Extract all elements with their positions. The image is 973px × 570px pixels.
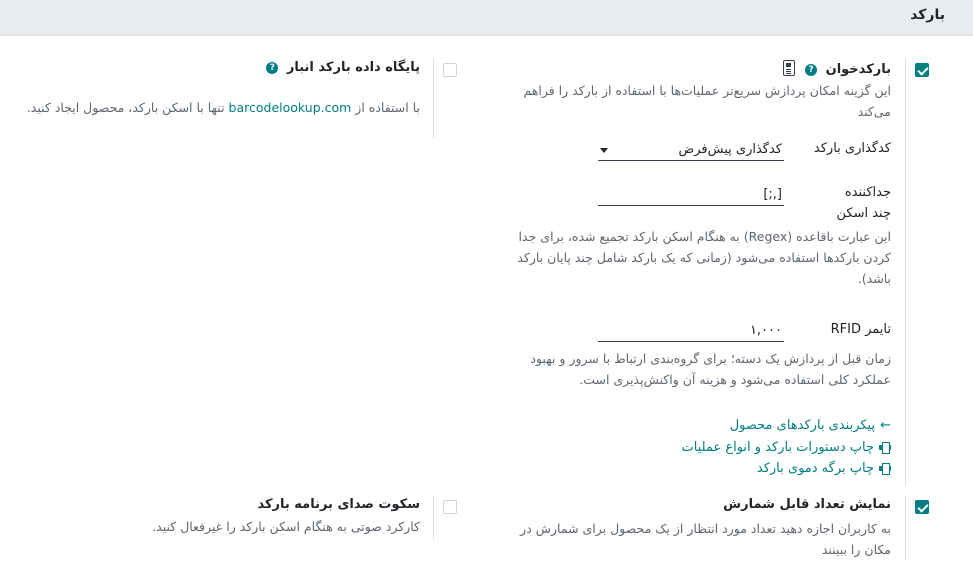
barcode-device-icon: [783, 60, 795, 76]
show-quantity-count-checkbox[interactable]: [915, 500, 929, 514]
configure-product-barcodes-label: پیکربندی بارکدهای محصول: [729, 418, 876, 433]
desc-suffix: تنها با اسکن بارکد، محصول ایجاد کنید.: [26, 100, 229, 115]
rfid-timer-description: زمان قبل از پردازش یک دسته؛ برای گروه‌بندی ارتباط با سرور و بهبود عملکرد کلی استفاده می‌شود و هزینه آن واکنش‌پذیری است.: [530, 351, 891, 387]
multi-scan-separator-label-1: جداکننده: [844, 185, 891, 200]
print-demo-sheet-label: چاپ برگه دموی بارکد: [756, 461, 874, 476]
setting-divider: [905, 495, 906, 560]
rfid-timer-input[interactable]: [598, 320, 784, 342]
show-quantity-count-description: به کاربران اجازه دهید تعداد مورد انتظار از یک محصول برای شمارش در مکان را ببینند: [520, 521, 891, 557]
desc-prefix: با استفاده از: [351, 100, 420, 115]
mute-sound-title: سکوت صدای برنامه بارکد: [257, 497, 420, 512]
multi-scan-separator-description: این عبارت باقاعده (Regex) به هنگام اسکن بارکد تجمیع شده، برای جدا کردن بارکدها استفاده می‌شود (زمانی که یک بارکد شامل چند پایان بارکد باشد).: [517, 229, 891, 286]
configure-product-barcodes-link[interactable]: [730, 418, 891, 433]
help-icon[interactable]: ?: [266, 62, 278, 74]
barcodelookup-link[interactable]: barcodelookup.com: [228, 100, 352, 115]
multi-scan-separator-label-2: چند اسکن: [836, 206, 891, 221]
barcode-scanner-label: بارکدخوان: [825, 62, 891, 77]
barcode-scanner-title: [783, 60, 891, 77]
setting-divider: [905, 58, 906, 486]
barcode-nomenclature-select[interactable]: [598, 139, 784, 161]
print-barcode-commands-link[interactable]: [681, 440, 891, 455]
print-demo-sheet-link[interactable]: [757, 461, 891, 476]
setting-divider: [433, 58, 434, 138]
rfid-timer-label: تایمر RFID: [830, 322, 891, 337]
mute-sound-checkbox[interactable]: [443, 500, 457, 514]
mute-sound-description: کارکرد صوتی به هنگام اسکن بارکد را غیرفعال کنید.: [152, 519, 420, 534]
multi-scan-separator-input[interactable]: [598, 184, 784, 206]
chevron-down-icon: [600, 148, 608, 153]
arrow-left-icon: ←: [880, 418, 891, 433]
setting-divider: [433, 495, 434, 540]
barcode-scanner-description: این گزینه امکان پردازش سریع‌تر عملیات‌ها با استفاده از بارکد را فراهم می‌کند: [523, 83, 891, 119]
barcode-nomenclature-label: کدگذاری بارکد: [813, 141, 891, 156]
stock-barcode-database-description: [20, 97, 420, 118]
show-quantity-count-title: نمایش تعداد قابل شمارش: [723, 497, 891, 512]
printer-icon: [879, 442, 891, 452]
section-title: بارکد: [910, 7, 945, 23]
rfid-timer-value: ۱,۰۰۰: [749, 323, 782, 338]
barcode-nomenclature-value: کدگذاری پیش‌فرض: [678, 142, 782, 157]
help-icon[interactable]: ?: [805, 64, 817, 76]
section-header: [0, 0, 973, 36]
stock-barcode-database-label: پایگاه داده بارکد انبار: [286, 60, 420, 75]
barcode-scanner-checkbox[interactable]: [915, 63, 929, 77]
stock-barcode-database-title: [262, 60, 420, 75]
stock-barcode-database-checkbox[interactable]: [443, 63, 457, 77]
print-barcode-commands-label: چاپ دستورات بارکد و انواع عملیات: [681, 440, 874, 455]
multi-scan-separator-value: [,;]: [763, 187, 782, 202]
printer-icon: [879, 463, 891, 473]
